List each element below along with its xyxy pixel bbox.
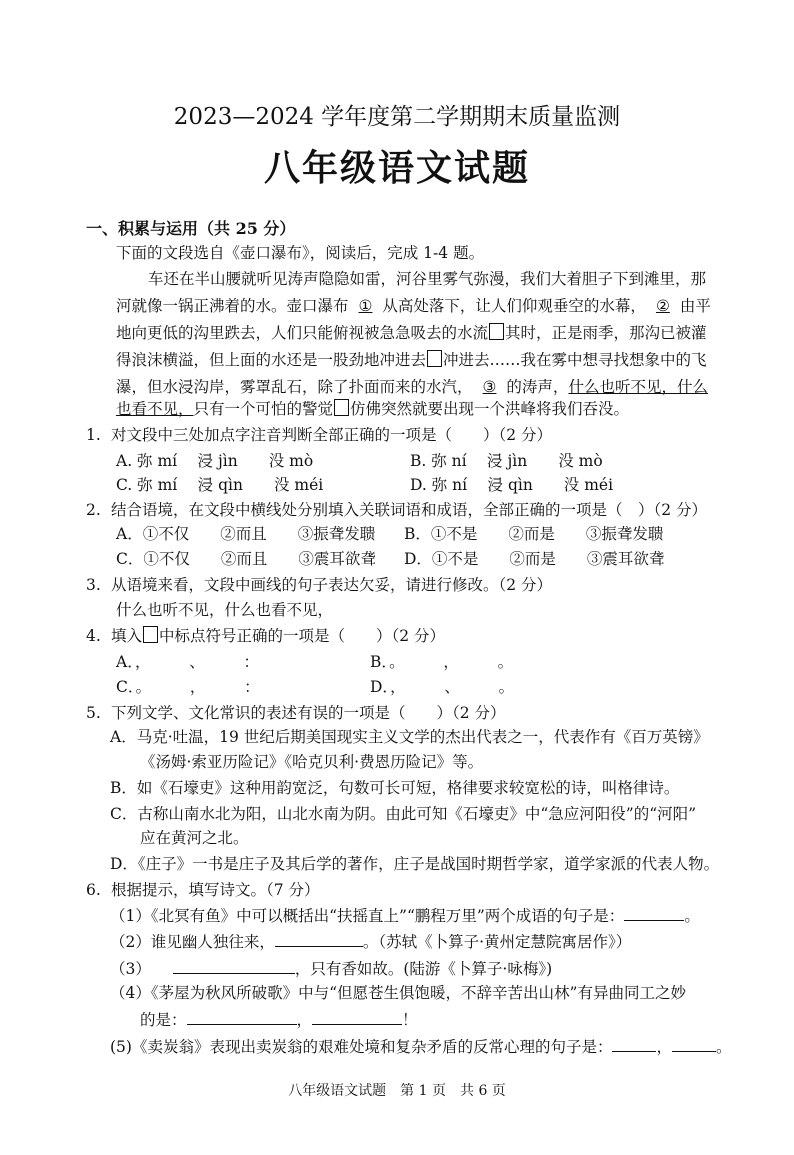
passage-line-1: 车还在半山腰就听见涛声隐隐如雷，河谷里雾气弥漫，我们大着胆子下到滩里，那: [148, 270, 707, 288]
subquestion-text: 的是：: [140, 1011, 187, 1029]
option-c: C．古称山南水北为阳，山北水南为阴。由此可知《石壕吏》中“急应河阳役”的“河阳”: [110, 805, 697, 823]
option-a: A．马克·吐温，19 世纪后期美国现实主义文学的杰出代表之一，代表作有《百万英镑》: [110, 728, 709, 746]
option-b: B．①不是 ②而是 ③振聋发聩: [404, 525, 664, 543]
passage-text: 由平: [679, 297, 711, 315]
subquestion-text: ，: [656, 1038, 672, 1056]
underlined-sentence: 也看不见，: [116, 400, 194, 418]
passage-text: 河就像一锅正沸着的水。壶口瀑布: [116, 297, 349, 315]
option-b: B．。 ， 。: [370, 653, 514, 671]
passage-intro: 下面的文段选自《壶口瀑布》，阅读后，完成 1-4 题。: [116, 244, 485, 262]
question-1: [86, 424, 552, 446]
subquestion-5: [110, 1035, 732, 1058]
subquestion-text: 。（苏轼《卜算子·黄州定慧院寓居作》）: [362, 933, 632, 951]
subquestion-text: 。: [715, 1038, 732, 1056]
answer-blank[interactable]: [312, 1008, 402, 1025]
passage-text: 冲进去……我在雾中想寻找想象中的飞: [443, 351, 707, 369]
subquestion-text: （2）谁见幽人独往来，: [110, 933, 275, 951]
section-heading: 一、积累与运用（共 25 分）: [86, 219, 296, 238]
question-number: 2.: [86, 501, 101, 519]
passage-line-2: [116, 295, 711, 317]
subquestion-text: （3）: [110, 960, 151, 978]
question-stem: 对文段中三处加点字注音判断全部正确的一项是（ ）（2 分）: [110, 426, 552, 444]
punct-box-icon: [143, 626, 158, 643]
blank-3: ③: [482, 378, 497, 396]
question-stem: 下列文学、文化常识的表述有误的一项是（ ）（2 分）: [110, 704, 506, 722]
subquestion-3: [110, 957, 552, 980]
passage-line-5: [116, 376, 708, 398]
question-stem: 从语境来看，文段中画线的句子表达欠妥，请进行修改。（2 分）: [110, 576, 552, 594]
subquestion-text: ！: [402, 1011, 418, 1029]
option-c-cont: 应在黄河之北。: [140, 829, 249, 847]
passage-text: 其时，正是雨季，那沟已被灌: [505, 324, 707, 342]
answer-line: 什么也听不见，什么也看不见，: [116, 601, 334, 619]
blank-2: ②: [655, 297, 670, 315]
question-5: [86, 702, 505, 724]
answer-blank[interactable]: [624, 904, 684, 921]
option-b: B．如《石壕吏》这种用韵宽泛，句数可长可短，格律要求较宽松的诗，叫格律诗。: [110, 779, 680, 797]
option-c: C．。 ， ：: [116, 678, 260, 696]
answer-blank[interactable]: [173, 957, 295, 974]
passage-text: 地向更低的沟里跌去，人们只能俯视被急急吸去的水流: [116, 324, 489, 342]
answer-blank[interactable]: [187, 1008, 297, 1025]
subquestion-1: [110, 904, 700, 927]
punct-box-2: [427, 350, 442, 367]
passage-text: 仿佛突然就要出现一个洪峰将我们吞没。: [350, 400, 630, 418]
punct-box-1: [489, 323, 504, 340]
question-4: [86, 625, 445, 647]
subquestion-text: 。: [684, 907, 700, 925]
underlined-sentence: 什么也听不见，什么: [568, 378, 708, 396]
subquestion-text: ，只有香如故。(陆游《卜算子·咏梅》): [294, 960, 553, 978]
passage-text: 瀑，但水浸沟岸，雾罩乱石，除了扑面而来的水汽，: [116, 378, 473, 396]
question-stem: 根据提示，填写诗文。（7 分）: [110, 881, 320, 899]
option-d: D. 弥 ní 浸 qìn 没 méi: [410, 476, 614, 494]
option-a: A．， 、 ：: [116, 653, 259, 671]
question-stem: 中标点符号正确的一项是（ ）（2 分）: [158, 627, 445, 645]
question-number: 5.: [86, 704, 101, 722]
subquestion-2: [110, 930, 631, 953]
answer-blank[interactable]: [275, 930, 363, 947]
question-2: [86, 499, 707, 521]
option-c: C. 弥 mí 浸 qìn 没 méi: [116, 476, 324, 494]
subquestion-text: (5)《卖炭翁》表现出卖炭翁的艰难处境和复杂矛盾的反常心理的句子是：: [110, 1038, 613, 1056]
subquestion-text: ，: [296, 1011, 313, 1029]
passage-text: 只有一个可怕的警觉: [193, 400, 334, 418]
passage-text: 从高处落下，让人们仰观垂空的水幕，: [382, 297, 646, 315]
option-a: A．①不仅 ②而且 ③振聋发聩: [116, 525, 376, 543]
option-c: C．①不仅 ②而且 ③震耳欲聋: [116, 550, 376, 568]
answer-blank[interactable]: [672, 1035, 716, 1052]
passage-text: 的涛声，: [506, 378, 569, 396]
punct-box-3: [334, 399, 349, 416]
exam-title: 八年级语文试题: [263, 147, 530, 189]
option-d: D．《庄子》一书是庄子及其后学的著作，庄子是战国时期哲学家，道学家派的代表人物。: [110, 855, 720, 873]
subquestion-4-cont: [140, 1008, 418, 1031]
option-a: A. 弥 mí 浸 jìn 没 mò: [116, 452, 314, 470]
blank-1: ①: [358, 297, 373, 315]
question-number: 1.: [86, 426, 101, 444]
option-d: D．， 、 。: [370, 678, 515, 696]
question-6: [86, 879, 319, 901]
question-number: 4.: [86, 627, 101, 645]
question-stem: 填入: [110, 627, 142, 645]
option-d: D．①不是 ②而是 ③震耳欲聋: [404, 550, 665, 568]
answer-blank[interactable]: [612, 1035, 656, 1052]
question-3: [86, 574, 552, 596]
passage-line-4: [116, 349, 707, 371]
passage-text: 得浪沫横溢，但上面的水还是一股劲地冲进去: [116, 351, 427, 369]
page-footer: 八年级语文试题 第 1 页 共 6 页: [288, 1083, 506, 1099]
subquestion-4: （4）《茅屋为秋风所破歌》中与“但愿苍生俱饱暖，不辞辛苦出山林”有异曲同工之妙: [110, 984, 686, 1002]
question-stem: 结合语境，在文段中横线处分别填入关联词语和成语，全部正确的一项是（ ）（2 分）: [110, 501, 707, 519]
exam-subtitle: 2023—2024 学年度第二学期期末质量监测: [173, 104, 621, 130]
question-number: 3.: [86, 576, 101, 594]
passage-line-3: [116, 322, 707, 344]
passage-line-6: [116, 398, 629, 420]
subquestion-text: （1）《北冥有鱼》中可以概括出“扶摇直上”“鹏程万里”两个成语的句子是：: [110, 907, 625, 925]
option-a-cont: 《汤姆·索亚历险记》《哈克贝利·费恩历险记》等。: [140, 753, 484, 771]
option-b: B. 弥 ní 浸 jìn 没 mò: [410, 452, 603, 470]
question-number: 6.: [86, 881, 101, 899]
